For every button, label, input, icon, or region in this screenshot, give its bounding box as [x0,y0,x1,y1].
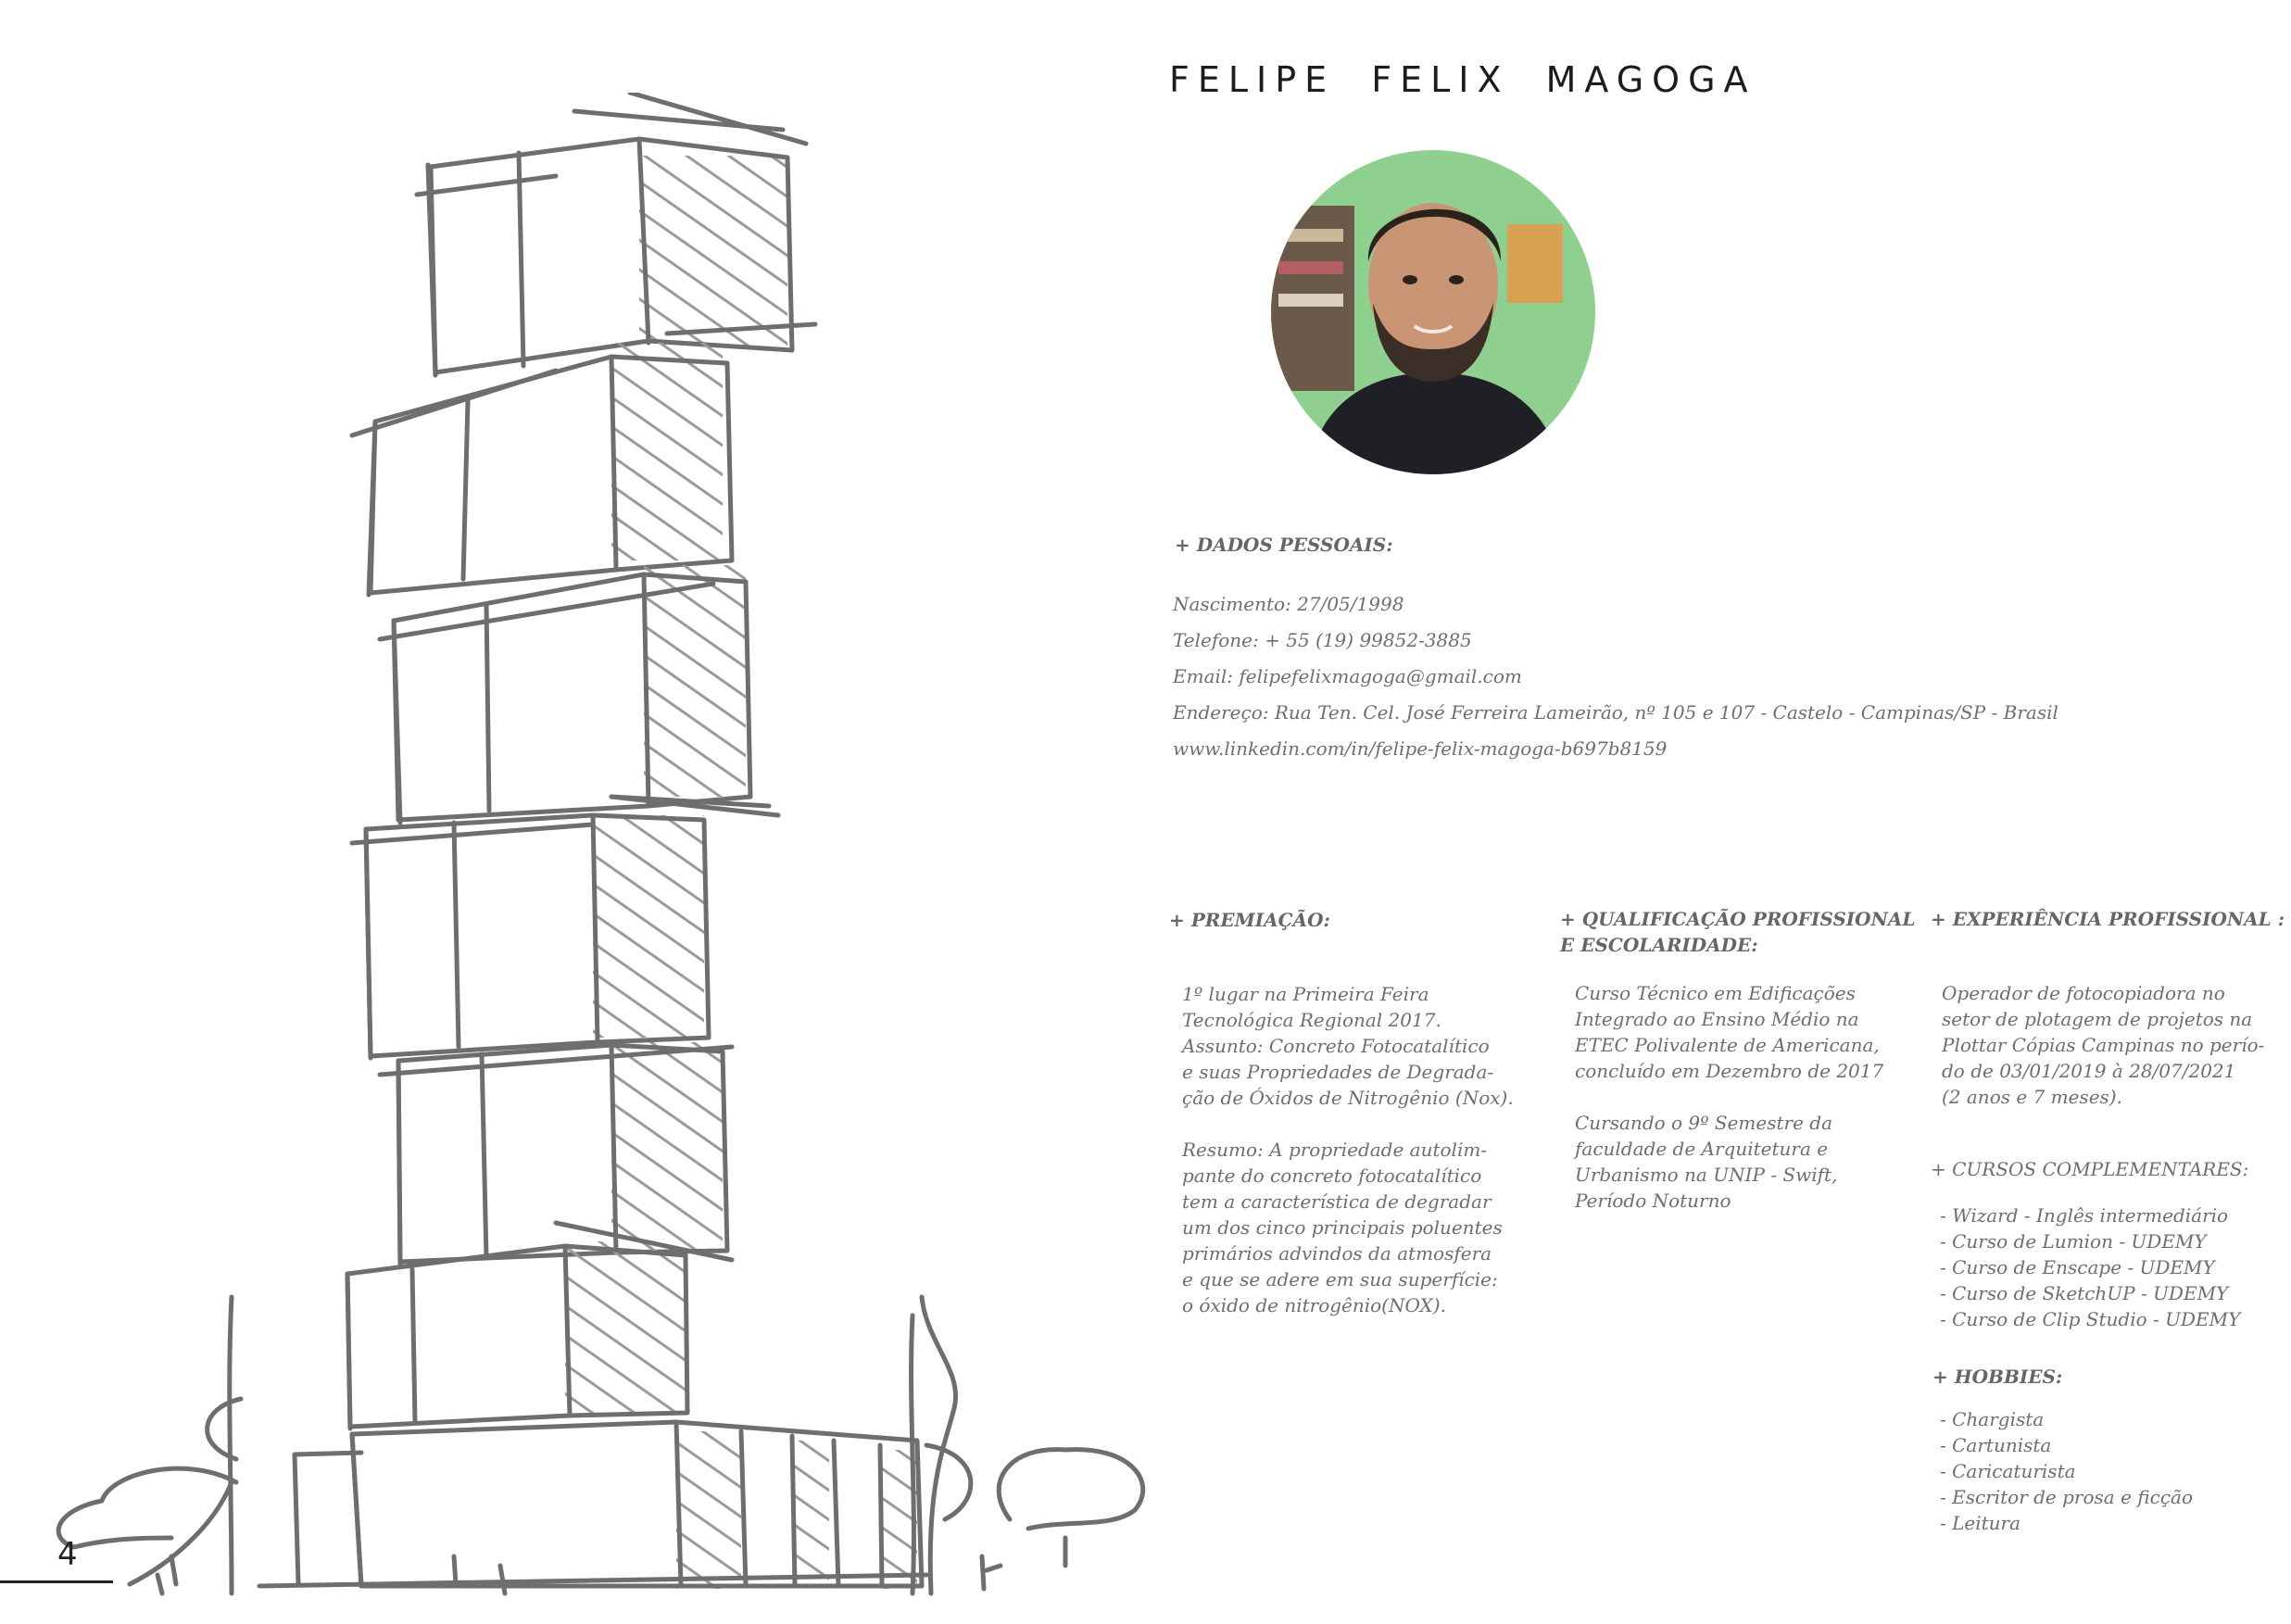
course-item: - Curso de Enscape - UDEMY [1940,1256,2215,1278]
experience-line: (2 anos e 7 meses). [1942,1086,2122,1108]
qualification-line: concluído em Dezembro de 2017 [1575,1060,1884,1082]
award-summary-line: tem a característica de degradar [1182,1190,1492,1213]
page-number-underline [0,1580,113,1583]
award-summary-line: primários advindos da atmosfera [1182,1242,1492,1265]
personal-data-list [1173,591,2058,772]
qualification-line: Curso Técnico em Edificações [1575,982,1856,1004]
hobby-item: - Cartunista [1940,1434,2052,1456]
hobbies-list [1940,1406,2193,1536]
qualification-heading-line1: + QUALIFICAÇÃO PROFISSIONAL [1560,908,1916,930]
qualification-line: faculdade de Arquitetura e [1575,1138,1829,1160]
hobby-item: - Chargista [1940,1408,2045,1430]
profile-photo [1271,150,1595,474]
award-line: 1º lugar na Primeira Feira [1182,983,1429,1005]
qualification-line: Cursando o 9º Semestre da [1575,1112,1833,1134]
course-item: - Curso de Clip Studio - UDEMY [1940,1308,2241,1330]
award-heading: + PREMIAÇÃO: [1169,909,1330,931]
award-summary-line: pante do concreto fotocatalítico [1182,1164,1482,1187]
course-item: - Wizard - Inglês intermediário [1940,1204,2229,1227]
experience-heading: + EXPERIÊNCIA PROFISSIONAL : [1931,908,2285,930]
email: Email: felipefelixmagoga@gmail.com [1173,665,1522,687]
qualification-line: Integrado ao Ensino Médio na [1575,1008,1859,1030]
hobby-item: - Escritor de prosa e ficção [1940,1486,2193,1508]
course-item: - Curso de Lumion - UDEMY [1940,1230,2207,1253]
course-item: - Curso de SketchUP - UDEMY [1940,1282,2229,1304]
award-line: e suas Propriedades de Degrada- [1182,1061,1494,1083]
person-name: FELIPE FELIX MAGOGA [1169,59,1756,100]
experience-line: do de 03/01/2019 à 28/07/2021 [1942,1060,2236,1082]
address: Endereço: Rua Ten. Cel. José Ferreira Lameirão, nº 105 e 107 - Castelo - Campinas/SP - Brasil [1173,701,2058,724]
birth-date: Nascimento: 27/05/1998 [1173,593,1404,615]
hobby-item: - Leitura [1940,1512,2021,1534]
award-summary-line: um dos cinco principais poluentes [1182,1216,1503,1239]
award-summary-line: Resumo: A propriedade autolim- [1182,1139,1488,1161]
award-line: Tecnológica Regional 2017. [1182,1009,1441,1031]
award-summary-line: o óxido de nitrogênio(NOX). [1182,1294,1446,1316]
qualification-heading [1560,906,1915,958]
hobby-item: - Caricaturista [1940,1460,2076,1482]
tower-sketch-illustration [0,93,1167,1624]
qualification-line: Período Noturno [1575,1190,1731,1212]
award-line: ção de Óxidos de Nitrogênio (Nox). [1182,1087,1514,1109]
phone: Telefone: + 55 (19) 99852-3885 [1173,629,1472,651]
award-summary-line: e que se adere em sua superfície: [1182,1268,1498,1290]
personal-data-heading: + DADOS PESSOAIS: [1175,534,1393,556]
qualification-line: ETEC Polivalente de Americana, [1575,1034,1880,1056]
experience-text [1942,980,2264,1110]
award-text [1182,981,1514,1318]
award-line: Assunto: Concreto Fotocatalítico [1182,1035,1490,1057]
hobbies-heading: + HOBBIES: [1932,1366,2063,1388]
courses-heading: + CURSOS COMPLEMENTARES: [1931,1158,2249,1180]
qualification-text [1575,980,1883,1214]
courses-list [1940,1202,2240,1332]
qualification-line: Urbanismo na UNIP - Swift, [1575,1164,1838,1186]
qualification-heading-line2: E ESCOLARIDADE: [1560,934,1758,956]
page-number: 4 [57,1536,78,1573]
experience-line: Operador de fotocopiadora no [1942,982,2225,1004]
linkedin-url: www.linkedin.com/in/felipe-felix-magoga-b697b8159 [1173,737,1668,760]
experience-line: setor de plotagem de projetos na [1942,1008,2253,1030]
experience-line: Plottar Cópias Campinas no perío- [1942,1034,2265,1056]
